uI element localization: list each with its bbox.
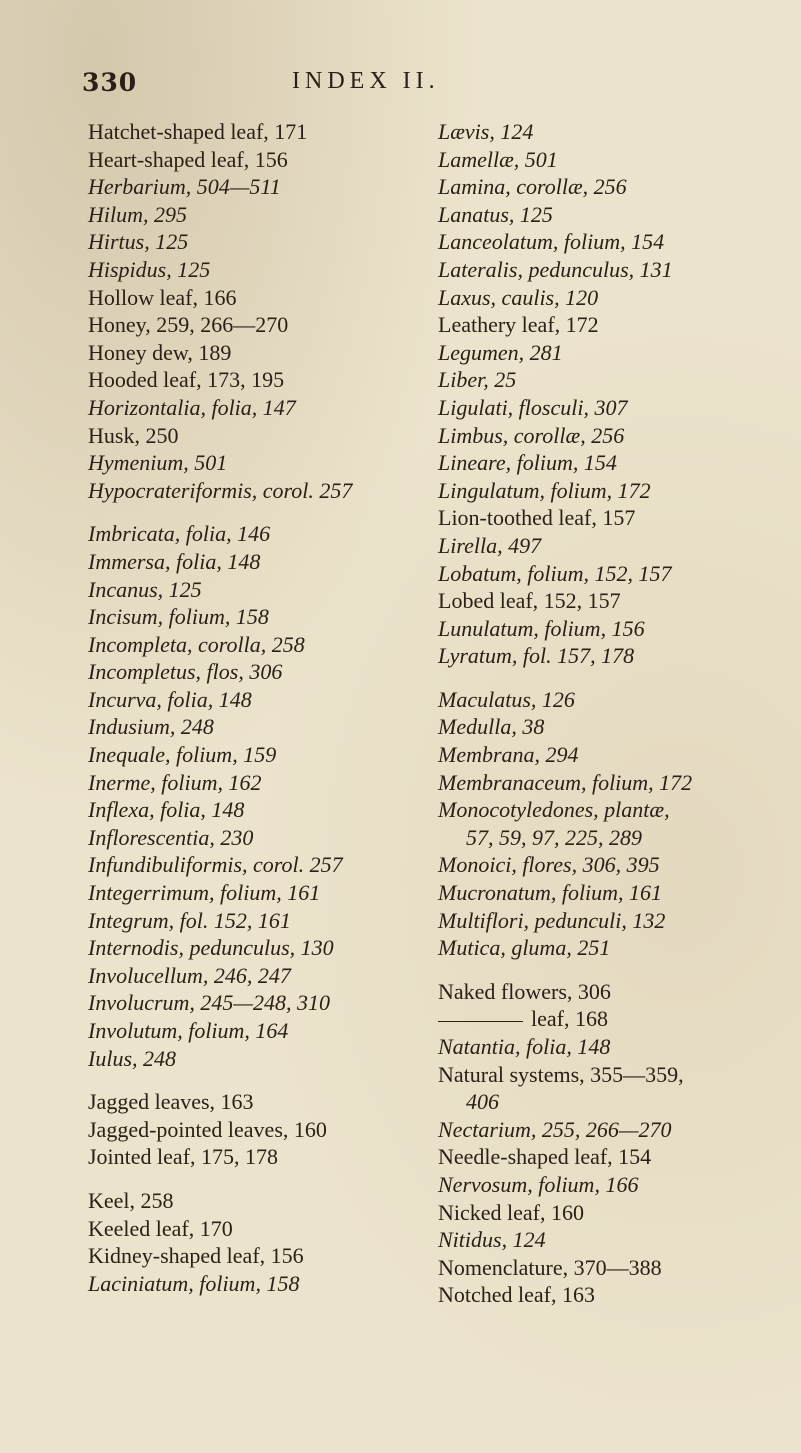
index-entry: Inerme, folium, 162 xyxy=(88,769,262,795)
index-entry: Iulus, 248 xyxy=(88,1045,176,1071)
index-entry: Heart-shaped leaf, 156 xyxy=(88,146,288,172)
index-entry: Lævis, 124 xyxy=(438,119,534,144)
index-entry: Keel, 258 xyxy=(88,1187,174,1213)
index-entry: 57, 59, 97, 225, 289 xyxy=(466,824,642,850)
index-entry: Nomenclature, 370—388 xyxy=(438,1254,662,1280)
index-entry: Infundibuliformis, corol. 257 xyxy=(88,852,343,878)
index-column-left xyxy=(88,118,438,1297)
index-entry: Lobed leaf, 152, 157 xyxy=(438,588,621,614)
index-column-right xyxy=(438,118,788,1309)
index-entry: Lunulatum, folium, 156 xyxy=(438,615,645,641)
index-entry: Membranaceum, folium, 172 xyxy=(438,769,693,795)
index-entry: Leathery leaf, 172 xyxy=(438,312,599,338)
index-entry: Monoici, flores, 306, 395 xyxy=(438,852,660,878)
index-entry: Honey, 259, 266—270 xyxy=(88,312,289,338)
index-entry: 406 xyxy=(466,1089,499,1115)
index-entry: Hatchet-shaped leaf, 171 xyxy=(88,119,308,144)
index-entry: Mutica, gluma, 251 xyxy=(438,935,611,961)
index-entry: Lamina, corollæ, 256 xyxy=(438,174,627,200)
index-entry: Kidney-shaped leaf, 156 xyxy=(88,1243,304,1269)
index-entry: Lanatus, 125 xyxy=(438,201,553,227)
index-entry: Natantia, folia, 148 xyxy=(438,1034,611,1059)
index-entry: Incompleta, corolla, 258 xyxy=(88,631,305,657)
index-entry: Hilum, 295 xyxy=(88,201,187,227)
index-entry: Herbarium, 504—511 xyxy=(88,174,281,200)
index-entry: Jointed leaf, 175, 178 xyxy=(88,1144,279,1170)
index-entry: Incisum, folium, 158 xyxy=(88,604,269,630)
index-entry: Needle-shaped leaf, 154 xyxy=(438,1144,652,1170)
index-entry: Lyratum, fol. 157, 178 xyxy=(438,643,635,669)
section-gap xyxy=(438,962,788,978)
index-entry: Lion-toothed leaf, 157 xyxy=(438,505,636,531)
index-entry: Husk, 250 xyxy=(88,422,179,448)
index-entry: Nectarium, 255, 266—270 xyxy=(438,1116,672,1142)
index-entry: Jagged-pointed leaves, 160 xyxy=(88,1116,327,1142)
index-entry: Lineare, folium, 154 xyxy=(438,450,617,476)
index-entry: Incurva, folia, 148 xyxy=(88,686,252,712)
index-entry: Lirella, 497 xyxy=(438,532,542,558)
index-entry: Internodis, pedunculus, 130 xyxy=(88,935,334,961)
index-entry: Hypocrateriformis, corol. 257 xyxy=(88,477,353,503)
index-entry: Imbricata, folia, 146 xyxy=(88,521,271,547)
page-header xyxy=(0,68,801,108)
index-entry: Lamellæ, 501 xyxy=(438,146,558,172)
index-entry: Monocotyledones, plantæ, xyxy=(438,797,670,823)
index-entry: Nitidus, 124 xyxy=(438,1227,546,1253)
index-entry: Involutum, folium, 164 xyxy=(88,1018,289,1043)
index-entry: Hooded leaf, 173, 195 xyxy=(88,367,285,393)
index-entry: Medulla, 38 xyxy=(438,714,545,740)
index-entry: Multiflori, pedunculi, 132 xyxy=(438,907,666,933)
index-entry: Mucronatum, folium, 161 xyxy=(438,880,663,906)
section-gap xyxy=(88,1072,438,1088)
index-entry: Legumen, 281 xyxy=(438,339,563,365)
index-entry: Lobatum, folium, 152, 157 xyxy=(438,560,672,586)
index-entry: Limbus, corollæ, 256 xyxy=(438,422,625,448)
index-entry: Natural systems, 355—359, xyxy=(438,1061,684,1087)
index-entry: Maculatus, 126 xyxy=(438,686,575,712)
index-entry: Hymenium, 501 xyxy=(88,450,228,476)
index-entry: Horizontalia, folia, 147 xyxy=(88,394,296,420)
index-entry: Naked flowers, 306 xyxy=(438,978,611,1004)
index-entry: Inflexa, folia, 148 xyxy=(88,797,245,823)
index-entry: Hispidus, 125 xyxy=(88,256,211,282)
index-entry: Indusium, 248 xyxy=(88,714,214,740)
index-entry: Hirtus, 125 xyxy=(88,229,189,255)
index-entry: Involucellum, 246, 247 xyxy=(88,962,291,988)
index-entry: Membrana, 294 xyxy=(438,742,579,768)
section-gap xyxy=(88,1171,438,1187)
index-entry: Involucrum, 245—248, 310 xyxy=(88,990,330,1016)
index-entry: Laxus, caulis, 120 xyxy=(438,284,599,310)
index-entry: Inequale, folium, 159 xyxy=(88,742,277,768)
section-gap xyxy=(88,504,438,520)
index-entry: Integerrimum, folium, 161 xyxy=(88,880,321,906)
index-entry: Lateralis, pedunculus, 131 xyxy=(438,256,673,282)
index-entry: Jagged leaves, 163 xyxy=(88,1089,254,1115)
index-entry: Liber, 25 xyxy=(438,367,517,393)
index-entry: Lanceolatum, folium, 154 xyxy=(438,229,665,255)
index-entry: Incompletus, flos, 306 xyxy=(88,659,283,685)
index-entry: Integrum, fol. 152, 161 xyxy=(88,907,291,933)
index-entry: Inflorescentia, 230 xyxy=(88,824,254,850)
section-gap xyxy=(438,670,788,686)
index-entry: Laciniatum, folium, 158 xyxy=(88,1270,300,1296)
index-entry: Lingulatum, folium, 172 xyxy=(438,477,651,503)
index-entry: Incanus, 125 xyxy=(88,576,202,602)
running-head: INDEX II. xyxy=(292,68,440,94)
index-entry: Notched leaf, 163 xyxy=(438,1282,595,1308)
index-entry: Nicked leaf, 160 xyxy=(438,1199,584,1225)
page-number: 330 xyxy=(82,68,138,97)
index-entry: Hollow leaf, 166 xyxy=(88,284,237,310)
index-entry: Keeled leaf, 170 xyxy=(88,1215,233,1241)
index-entry: Honey dew, 189 xyxy=(88,339,232,365)
index-entry: Nervosum, folium, 166 xyxy=(438,1171,639,1197)
index-entry: Ligulati, flosculi, 307 xyxy=(438,394,628,420)
index-entry: Immersa, folia, 148 xyxy=(88,548,261,574)
index-entry: leaf, 168 xyxy=(438,1005,788,1033)
